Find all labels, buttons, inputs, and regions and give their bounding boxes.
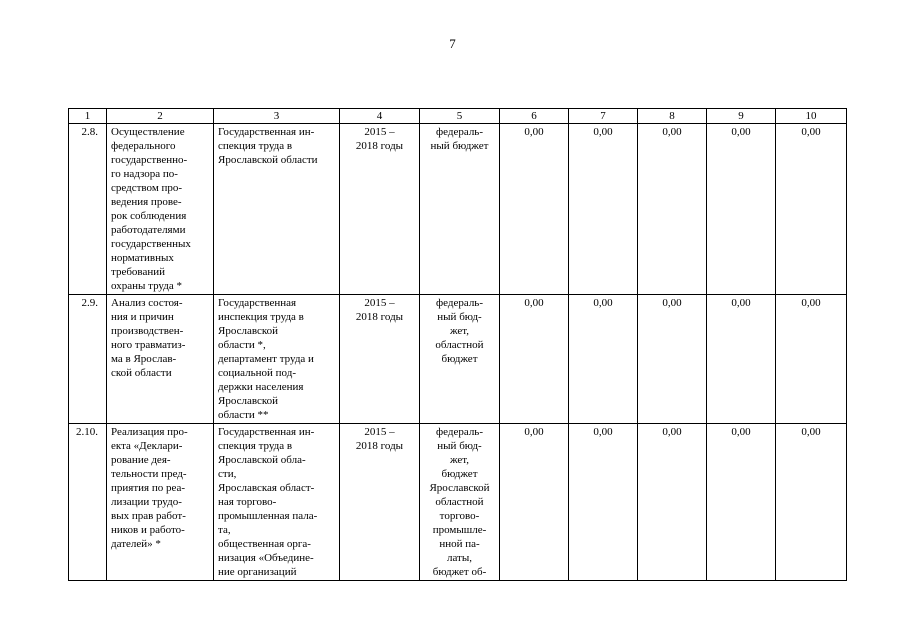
value-cell: 0,00 bbox=[707, 295, 776, 424]
value-cell: 0,00 bbox=[500, 424, 569, 581]
funding-source-cell: федераль- ный бюджет bbox=[420, 124, 500, 295]
column-header: 5 bbox=[420, 109, 500, 124]
column-header: 3 bbox=[214, 109, 340, 124]
activity-cell: Анализ состоя- ния и причин производствен- ного травматиз- ма в Ярослав- ской области bbox=[107, 295, 214, 424]
period-cell: 2015 – 2018 годы bbox=[340, 295, 420, 424]
funding-source-cell: федераль- ный бюд- жет, областной бюджет bbox=[420, 295, 500, 424]
period-cell: 2015 – 2018 годы bbox=[340, 424, 420, 581]
period-cell: 2015 – 2018 годы bbox=[340, 124, 420, 295]
value-cell: 0,00 bbox=[569, 424, 638, 581]
table-header-row bbox=[69, 109, 847, 124]
column-header: 10 bbox=[776, 109, 847, 124]
activity-cell: Реализация про- екта «Деклари- рование дея- тельности пред- приятия по реа- лизации трудо- вых прав работ- ников и работо- дателей» * bbox=[107, 424, 214, 581]
column-header: 2 bbox=[107, 109, 214, 124]
column-header: 4 bbox=[340, 109, 420, 124]
value-cell: 0,00 bbox=[638, 424, 707, 581]
column-header: 1 bbox=[69, 109, 107, 124]
column-header: 7 bbox=[569, 109, 638, 124]
page-number: 7 bbox=[449, 36, 456, 51]
table-row bbox=[69, 124, 847, 295]
column-header: 6 bbox=[500, 109, 569, 124]
activity-cell: Осуществление федерального государственно- го надзора по- средством про- ведения прове- рок соблюдения работодателями государственных нормативных требований охраны труда * bbox=[107, 124, 214, 295]
value-cell: 0,00 bbox=[500, 295, 569, 424]
value-cell: 0,00 bbox=[569, 295, 638, 424]
value-cell: 0,00 bbox=[500, 124, 569, 295]
value-cell: 0,00 bbox=[638, 295, 707, 424]
funding-source-cell: федераль- ный бюд- жет, бюджет Ярославской областной торгово- промышле- нной па- латы, бюджет об- bbox=[420, 424, 500, 581]
value-cell: 0,00 bbox=[776, 295, 847, 424]
value-cell: 0,00 bbox=[638, 124, 707, 295]
row-number: 2.8. bbox=[69, 124, 107, 295]
value-cell: 0,00 bbox=[569, 124, 638, 295]
executor-cell: Государственная ин- спекция труда в Ярославской обла- сти, Ярославская област- ная торгово- промышленная пала- та, общественная орга- низация «Объедине- ние организаций bbox=[214, 424, 340, 581]
value-cell: 0,00 bbox=[707, 124, 776, 295]
column-header: 8 bbox=[638, 109, 707, 124]
program-table bbox=[68, 108, 847, 581]
executor-cell: Государственная инспекция труда в Ярославской области *, департамент труда и социальной под- держки населения Ярославской области ** bbox=[214, 295, 340, 424]
row-number: 2.9. bbox=[69, 295, 107, 424]
row-number: 2.10. bbox=[69, 424, 107, 581]
value-cell: 0,00 bbox=[707, 424, 776, 581]
column-header: 9 bbox=[707, 109, 776, 124]
value-cell: 0,00 bbox=[776, 124, 847, 295]
value-cell: 0,00 bbox=[776, 424, 847, 581]
executor-cell: Государственная ин- спекция труда в Ярославской области bbox=[214, 124, 340, 295]
table-row bbox=[69, 424, 847, 581]
table-row bbox=[69, 295, 847, 424]
